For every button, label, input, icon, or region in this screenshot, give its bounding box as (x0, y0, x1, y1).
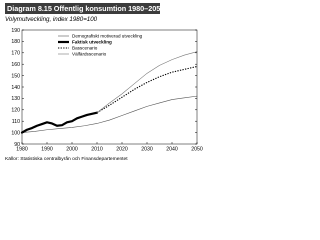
legend-label-2: Basscenario (72, 45, 98, 51)
x-tick-label: 2040 (166, 146, 178, 153)
y-tick-label: 150 (11, 73, 20, 80)
x-tick-label: 1990 (41, 146, 53, 153)
x-tick-label: 2000 (66, 146, 78, 153)
legend-label-0: Demografiskt motiverad utveckling (72, 33, 143, 39)
y-tick-label: 130 (11, 96, 20, 103)
y-tick-label: 90 (14, 141, 20, 148)
plot-frame (22, 30, 197, 144)
series-layer (22, 52, 197, 133)
series-line-3 (97, 52, 197, 113)
x-tick-label: 2030 (141, 146, 153, 153)
y-tick-label: 100 (11, 130, 20, 137)
legend-label-3: Välfärdsscenario (72, 51, 107, 57)
series-line-1 (22, 113, 97, 133)
y-tick-label: 110 (11, 119, 20, 125)
chart-subtitle: Volymutveckling, index 1980=100 (5, 16, 98, 23)
legend-label-1: Faktisk utveckling (72, 39, 112, 45)
x-tick-label: 2020 (116, 146, 128, 153)
y-tick-label: 190 (11, 27, 20, 34)
y-tick-label: 120 (11, 107, 20, 114)
series-line-0 (22, 96, 197, 132)
y-tick-label: 170 (11, 50, 20, 57)
chart (0, 0, 211, 170)
chart-source: Källor: Statistiska centralbyrån och Finansdepartementet (5, 157, 128, 162)
y-tick-label: 160 (11, 62, 20, 68)
x-tick-label: 2010 (91, 146, 103, 153)
y-tick-label: 180 (11, 39, 20, 46)
legend (58, 34, 143, 57)
x-tick-label: 2050 (191, 146, 203, 153)
y-tick-label: 140 (11, 84, 20, 91)
chart-title: Diagram 8.15 Offentlig konsumtion 1980–2050 (7, 3, 165, 13)
ticks-layer (11, 28, 203, 153)
x-tick-label: 1980 (16, 146, 28, 153)
